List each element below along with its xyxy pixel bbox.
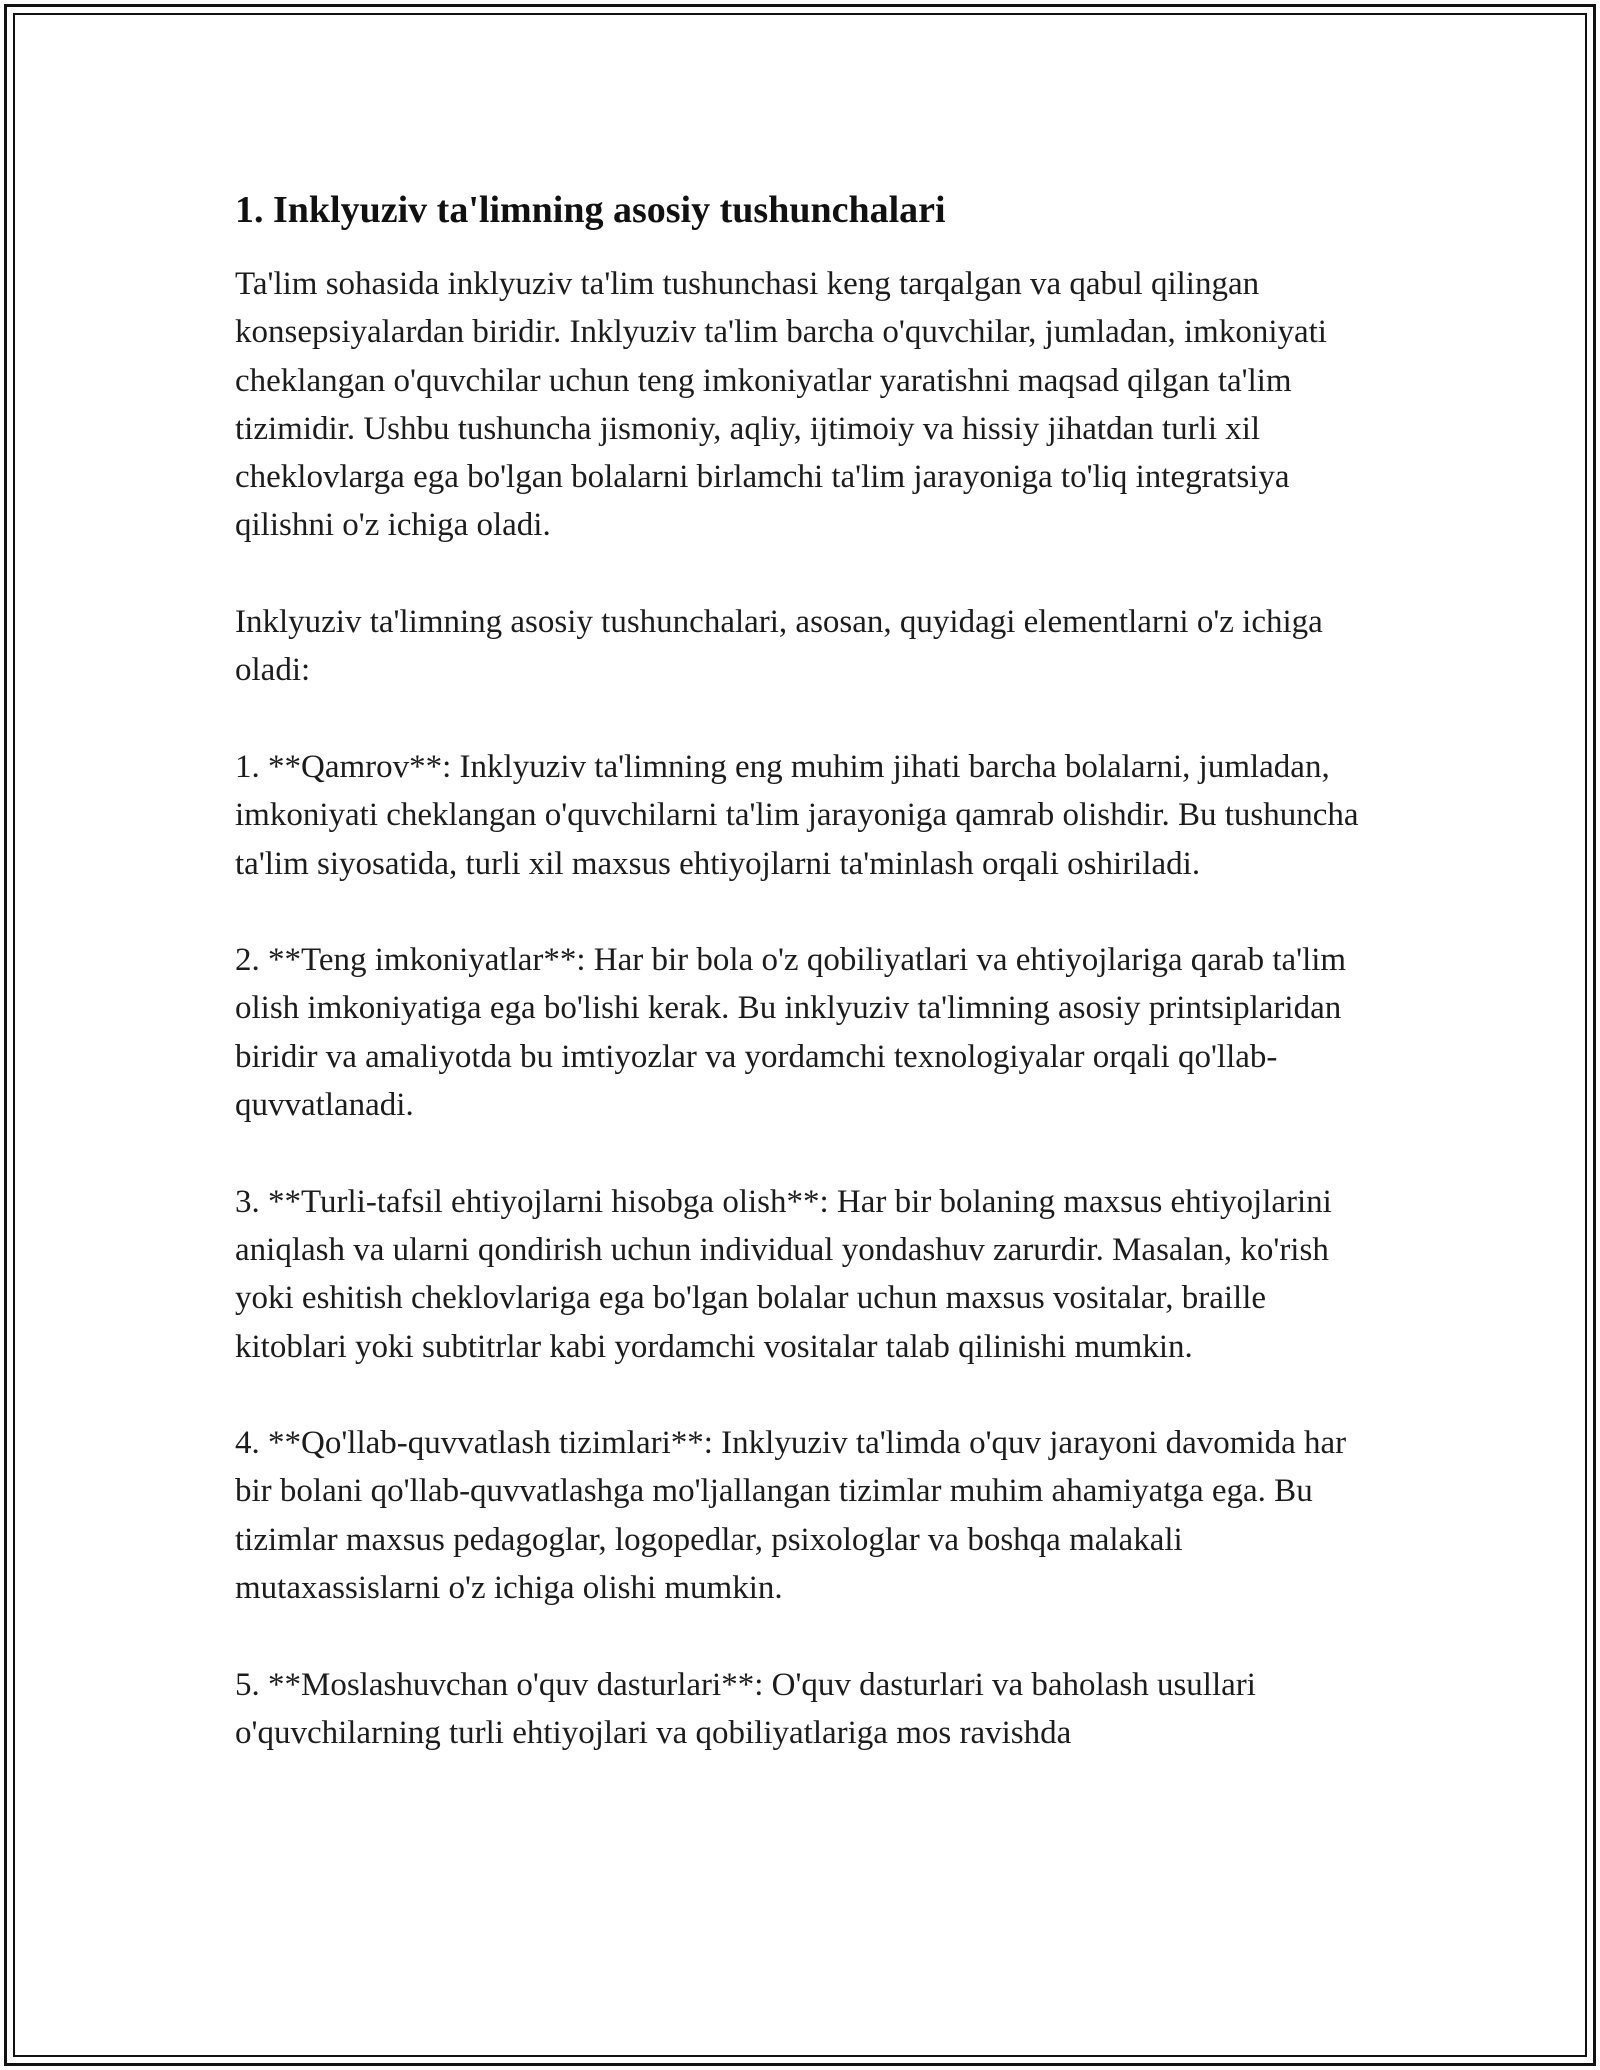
list-item-teng-imkoniyatlar: 2. **Teng imkoniyatlar**: Har bir bola o'z qobiliyatlari va ehtiyojlariga qarab ta'lim olish imkoniyatiga ega bo'lishi kerak. Bu inklyuziv ta'limning asosiy printsiplaridan biridir va amaliyotda bu imtiyozlar va yordamchi texnologiyalar orqali qo'llab-quvvatlanadi. <box>235 942 1347 1124</box>
list-item-qamrov: 1. **Qamrov**: Inklyuziv ta'limning eng muhim jihati barcha bolalarni, jumladan, imkoniyati cheklangan o'quvchilarni ta'lim jarayoniga qamrab olishdir. Bu tushuncha ta'lim siyosatida, turli xil maxsus ehtiyojlarni ta'minlash orqali oshiriladi. <box>235 748 1359 882</box>
list-item-qollab-quvvatlash: 4. **Qo'llab-quvvatlash tizimlari**: Inklyuziv ta'limda o'quv jarayoni davomida har bir bolani qo'llab-quvvatlashga mo'ljallangan tizimlar muhim ahamiyatga ega. Bu tizimlar maxsus pedagoglar, logopedlar, psixologlar va boshqa malakali mutaxassislarni o'z ichiga olishi mumkin. <box>235 1425 1347 1607</box>
list-item-ehtiyojlar: 3. **Turli-tafsil ehtiyojlarni hisobga olish**: Har bir bolaning maxsus ehtiyojlarini aniqlash va ularni qondirish uchun individual yondashuv zarurdir. Masalan, ko'rish yoki eshitish cheklovlariga ega bo'lgan bolalar uchun maxsus vositalar, braille kitoblari yoki subtitrlar kabi yordamchi vositalar talab qilinishi mumkin. <box>235 1183 1332 1365</box>
document-page <box>235 186 1365 1806</box>
list-intro-paragraph: Inklyuziv ta'limning asosiy tushunchalari, asosan, quyidagi elementlarni o'z ichiga oladi: <box>235 604 1323 689</box>
list-item-moslashuvchan: 5. **Moslashuvchan o'quv dasturlari**: O'quv dasturlari va baholash usullari o'quvchilarning turli ehtiyojlari va qobiliyatlariga mos ravishda <box>235 1666 1256 1751</box>
section-heading: 1. Inklyuziv ta'limning asosiy tushunchalari <box>235 189 946 231</box>
intro-paragraph: Ta'lim sohasida inklyuziv ta'lim tushunchasi keng tarqalgan va qabul qilingan konsepsiyalardan biridir. Inklyuziv ta'lim barcha o'quvchilar, jumladan, imkoniyati cheklangan o'quvchilar uchun teng imkoniyatlar yaratishni maqsad qilgan ta'lim tizimidir. Ushbu tushuncha jismoniy, aqliy, ijtimoiy va hissiy jihatdan turli xil cheklovlarga ega bo'lgan bolalarni birlamchi ta'lim jarayoniga to'liq integratsiya qilishni o'z ichiga oladi. <box>235 266 1327 544</box>
